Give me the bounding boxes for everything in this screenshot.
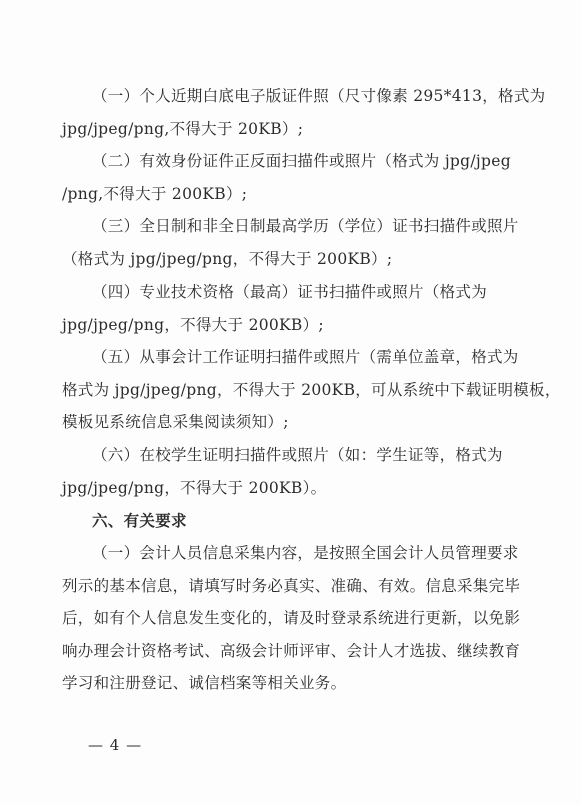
section-heading [62, 505, 522, 538]
item-1-line-2: jpg/jpeg/png,不得大于 20KB）; [62, 119, 304, 138]
item-1-line-1: （一）个人近期白底电子版证件照（尺寸像素 295*413，格式为 [92, 87, 546, 105]
item-2-line-2: /png,不得大于 200KB）; [62, 184, 248, 203]
item-5-line-1: （五）从事会计工作证明扫描件或照片（需单位盖章，格式为 [92, 348, 519, 366]
list-item [62, 439, 522, 504]
section-heading-text: 六、有关要求 [92, 512, 187, 530]
list-item [62, 341, 561, 439]
requirement-paragraph [62, 537, 522, 700]
item-4-line-2: jpg/jpeg/png，不得大于 200KB）; [62, 315, 324, 334]
list-item [62, 210, 522, 275]
item-3-line-2: （格式为 jpg/jpeg/png，不得大于 200KB）; [62, 249, 393, 268]
list-item [62, 80, 546, 145]
requirement-line-5: 学习和注册登记、诚信档案等相关业务。 [62, 674, 347, 693]
item-6-line-1: （六）在校学生证明扫描件或照片（如：学生证等，格式为 [92, 446, 503, 464]
item-4-line-1: （四）专业技术资格（最高）证书扫描件或照片（格式为 [92, 283, 488, 301]
item-2-line-1: （二）有效身份证件正反面扫描件或照片（格式为 jpg/jpeg [92, 152, 511, 170]
item-3-line-1: （三）全日制和非全日制最高学历（学位）证书扫描件或照片 [92, 217, 519, 235]
requirement-line-4: 响办理会计资格考试、高级会计师评审、会计人才选拔、继续教育 [62, 641, 521, 660]
requirement-line-2: 列示的基本信息，请填写时务必真实、准确、有效。信息采集完毕 [62, 576, 521, 595]
item-5-line-2: 格式为 jpg/jpeg/png，不得大于 200KB，可从系统中下载证明模板， [62, 380, 561, 399]
list-item [62, 276, 522, 341]
page-number: — 4 — [88, 736, 143, 754]
requirement-line-3: 后，如有个人信息发生变化的，请及时登录系统进行更新，以免影 [62, 609, 521, 628]
item-6-line-2: jpg/jpeg/png，不得大于 200KB）。 [62, 478, 327, 497]
item-5-line-3: 模板见系统信息采集阅读须知）; [62, 413, 289, 432]
requirement-line-1: （一）会计人员信息采集内容，是按照全国会计人员管理要求 [92, 544, 519, 562]
list-item [62, 145, 522, 210]
